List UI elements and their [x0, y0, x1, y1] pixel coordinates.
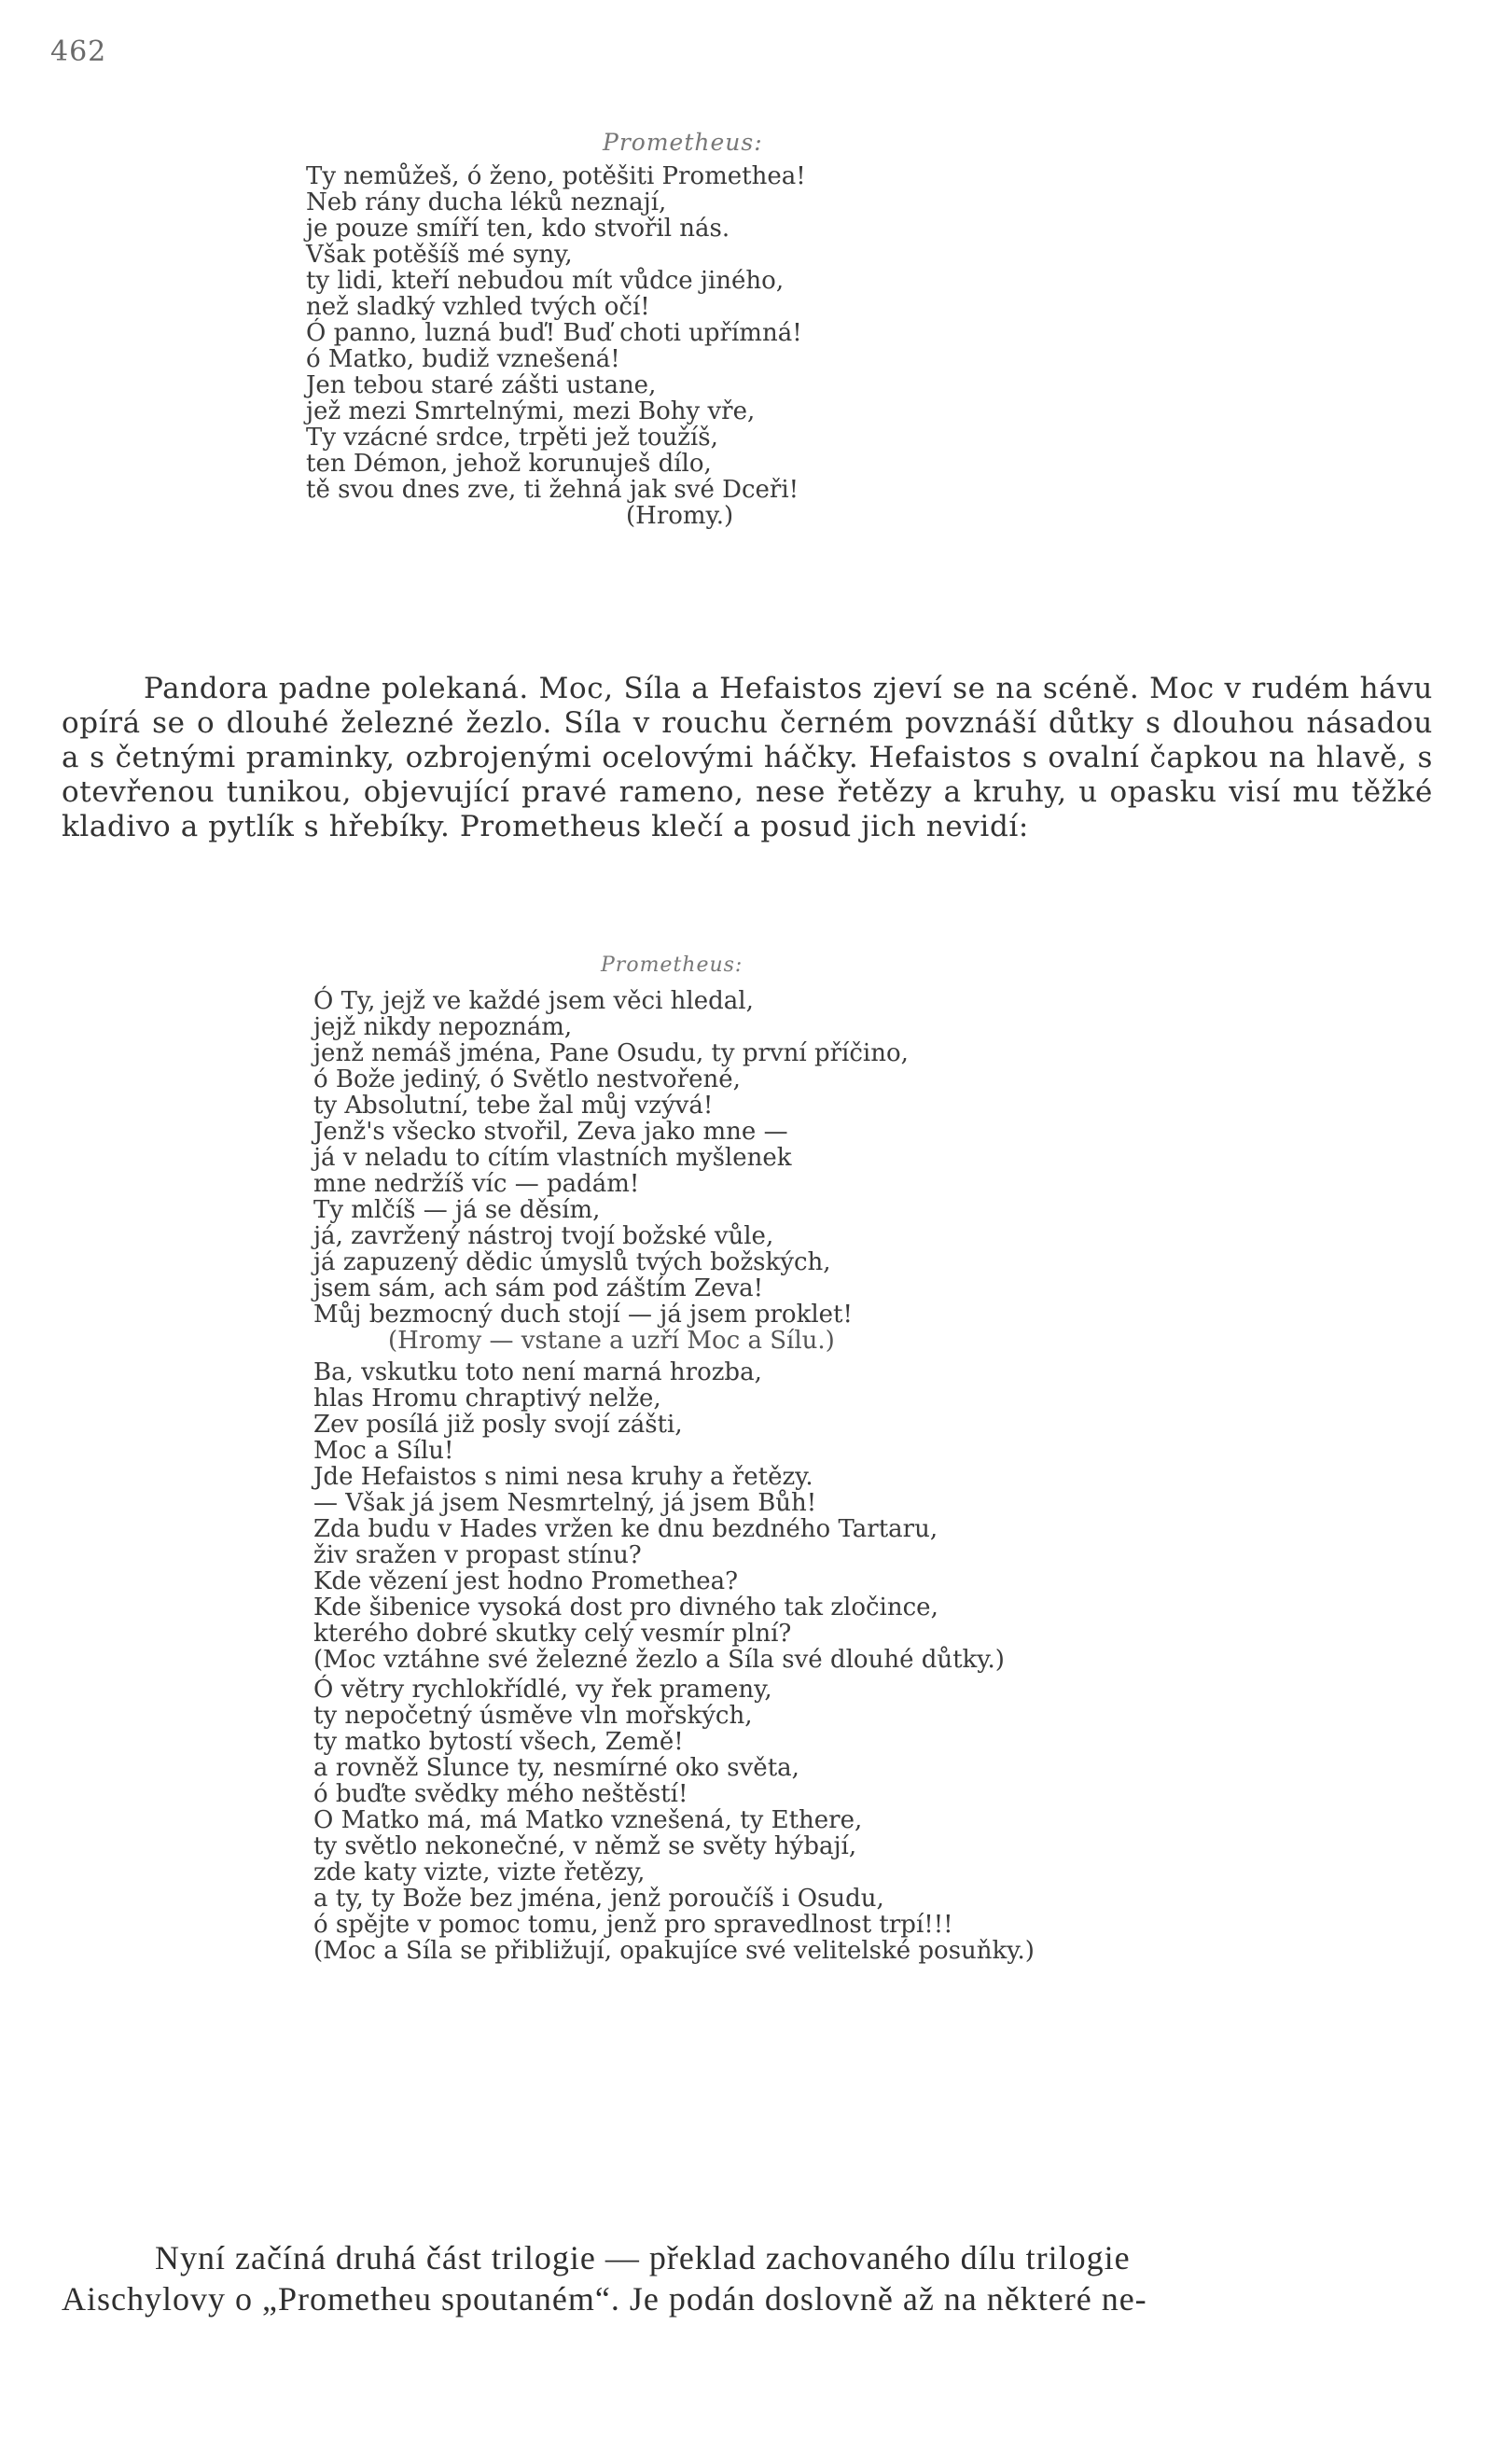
narrative-paragraph [62, 672, 1433, 844]
verse-line: Ty nemůžeš, ó ženo, potěšiti Promethea! [306, 162, 806, 190]
verse-line: Jenž's všecko stvořil, Zeva jako mne — [313, 1118, 788, 1146]
verse-line: jsem sám, ach sám pod záštím Zeva! [313, 1274, 764, 1302]
verse-line: než sladký vzhled tvých očí! [306, 293, 650, 321]
verse-line: Ó větry rychlokřídlé, vy řek prameny, [313, 1676, 772, 1704]
verse-line: Jde Hefaistos s nimi nesa kruhy a řetězy. [313, 1463, 813, 1491]
verse-line: jejž nikdy nepoznám, [313, 1013, 573, 1041]
verse-line: živ sražen v propast stínu? [313, 1541, 642, 1569]
closing-line-2: Aischylovy o „Prometheu spoutaném“. Je podán doslovně až na některé ne- [62, 2280, 1147, 2318]
verse-line: Ó Ty, jejž ve každé jsem věci hledal, [313, 987, 754, 1015]
verse-line: ty Absolutní, tebe žal můj vzývá! [313, 1092, 714, 1120]
verse-line: Zev posílá již posly svojí zášti, [313, 1411, 683, 1439]
speech-prometheus-2 [313, 954, 1035, 1964]
verse-line: ty nepočetný úsměve vln mořských, [313, 1702, 753, 1730]
verse-line: Můj bezmocný duch stojí — já jsem proklet! [313, 1301, 853, 1329]
verse-line: O Matko má, má Matko vznešená, ty Ethere, [313, 1806, 863, 1834]
verse-line: a ty, ty Bože bez jména, jenž poroučíš i Osudu, [313, 1885, 884, 1913]
verse-line: Neb rány ducha léků neznají, [306, 188, 667, 216]
verse-line: jež mezi Smrtelnými, mezi Bohy vře, [306, 397, 756, 425]
verse-line: ty lidi, kteří nebudou mít vůdce jiného, [306, 267, 785, 295]
speech-prometheus-1 [306, 129, 806, 529]
speaker-label: Prometheus: [603, 129, 763, 156]
verse-line: ten Démon, jehož korunuješ dílo, [306, 450, 712, 478]
verse-line: já zapuzený dědic úmyslů tvých božských, [313, 1248, 831, 1276]
verse-line: ó buďte svědky mého neštěstí! [313, 1780, 688, 1808]
verse-line: mne nedržíš víc — padám! [313, 1170, 640, 1198]
verse-line: jenž nemáš jména, Pane Osudu, ty první příčino, [313, 1039, 909, 1067]
narrative-text: Pandora padne polekaná. Moc, Síla a Hefaistos zjeví se na scéně. Moc v rudém hávu opírá se o dlouhé železné žezlo. Síla v rouchu černém povznáší důtky s dlouhou násadou a s četnými praminky, ozbrojenými ocelovými háčky. Hefaistos s ovalní čapkou na hlavě, s otevřenou tunikou, objevující pravé rameno, nese řetězy a kruhy, u opasku visí mu těžké kladivo a pytlík s hřebíky. Prometheus klečí a posud jich nevidí: [62, 672, 1433, 843]
verse-line: ty matko bytostí všech, Země! [313, 1728, 684, 1756]
stage-direction: (Hromy.) [626, 502, 734, 530]
verse-line: Kde šibenice vysoká dost pro divného tak zločince, [313, 1594, 938, 1622]
page-number: 462 [50, 35, 107, 68]
stage-direction: (Moc vztáhne své železné žezlo a Síla své dlouhé důtky.) [313, 1646, 1005, 1674]
verse-line: a rovněž Slunce ty, nesmírné oko světa, [313, 1754, 799, 1782]
verse-line: Zda budu v Hades vržen ke dnu bezdného Tartaru, [313, 1515, 938, 1543]
verse-line: zde katy vizte, vizte řetězy, [313, 1858, 646, 1886]
verse-line: kterého dobré skutky celý vesmír plní? [313, 1620, 792, 1648]
verse-line: ó spějte v pomoc tomu, jenž pro spravedlnost trpí!!! [313, 1911, 953, 1939]
verse-line: je pouze smíří ten, kdo stvořil nás. [306, 215, 730, 243]
verse-line: hlas Hromu chraptivý nelže, [313, 1385, 661, 1413]
verse-line: tě svou dnes zve, ti žehná jak své Dceři! [306, 476, 799, 504]
verse-line: já, zavržený nástroj tvojí božské vůle, [313, 1222, 774, 1250]
stage-direction: (Moc a Síla se přibližují, opakujíce své velitelské posuňky.) [313, 1937, 1035, 1965]
verse-line: Však potěšíš mé syny, [306, 241, 573, 269]
verse-line: Ó panno, luzná buď! Buď choti upřímná! [306, 319, 802, 347]
verse-line: Jen tebou staré zášti ustane, [306, 371, 657, 399]
verse-line: já v neladu to cítím vlastních myšlenek [313, 1144, 792, 1172]
verse-line: ó Bože jediný, ó Světlo nestvořené, [313, 1065, 741, 1093]
verse-line: ty světlo nekonečné, v němž se světy hýbají, [313, 1832, 857, 1860]
verse-line: ó Matko, budiž vznešená! [306, 345, 620, 373]
closing-paragraph [62, 2237, 1442, 2319]
speaker-label: Prometheus: [601, 954, 744, 977]
verse-line: — Však já jsem Nesmrtelný, já jsem Bůh! [313, 1489, 817, 1517]
stage-direction: (Hromy — vstane a uzří Moc a Sílu.) [388, 1327, 835, 1355]
verse-line: Ty mlčíš — já se děsím, [313, 1196, 601, 1224]
closing-line-1: Nyní začíná druhá část trilogie — překlad zachovaného dílu trilogie [155, 2239, 1131, 2276]
verse-line: Ty vzácné srdce, trpěti jež toužíš, [306, 424, 718, 452]
verse-line: Ba, vskutku toto není marná hrozba, [313, 1358, 762, 1386]
verse-line: Kde vězení jest hodno Promethea? [313, 1567, 739, 1595]
verse-line: Moc a Sílu! [313, 1437, 454, 1465]
